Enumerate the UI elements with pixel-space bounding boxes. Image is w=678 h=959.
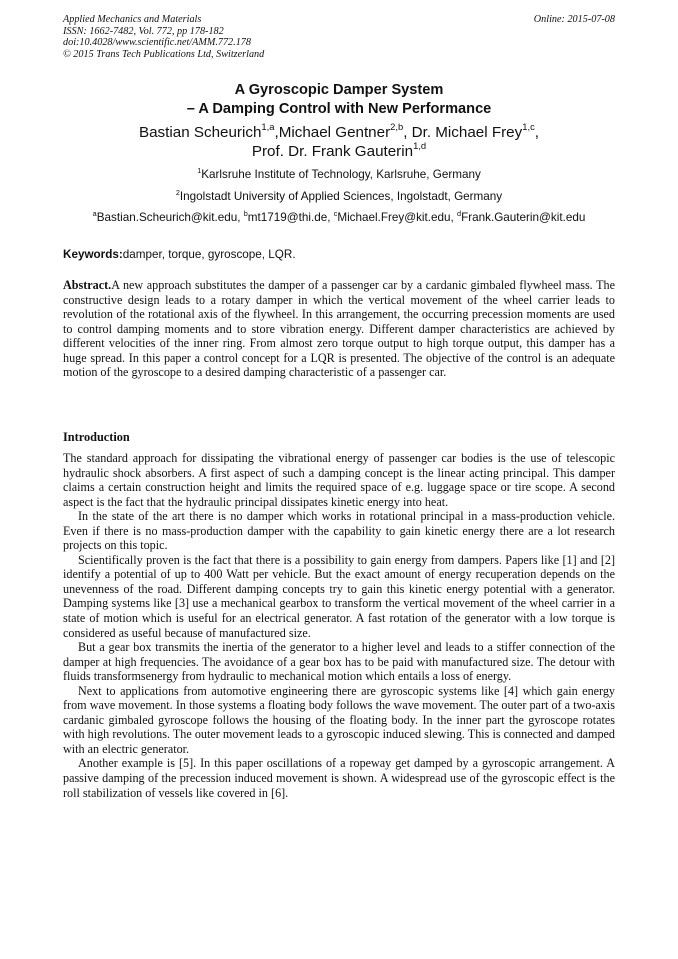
keywords-label: Keywords: <box>63 248 123 261</box>
introduction-body <box>63 451 615 800</box>
affiliation-1 <box>63 165 615 182</box>
online-date: Online: 2015-07-08 <box>533 14 615 25</box>
paragraph: In the state of the art there is no damper which works in rotational principal in a mass-production vehicle. Even if there is no mass-production damper with the capability to gain kinetic energy there are a lot research projects on this topic. <box>63 509 615 553</box>
affiliation-text: Ingolstadt University of Applied Sciences, Ingolstadt, Germany <box>179 190 503 203</box>
journal-name: Applied Mechanics and Materials <box>63 14 202 25</box>
journal-header <box>63 14 615 60</box>
keywords <box>63 248 615 262</box>
email-mark: d <box>457 208 462 218</box>
affiliation-text: Karlsruhe Institute of Technology, Karlsruhe, Germany <box>201 168 481 181</box>
author-line-1 <box>63 123 615 142</box>
email-mark: c <box>333 208 338 218</box>
author-separator: , <box>534 124 540 141</box>
journal-copyright: © 2015 Trans Tech Publications Ltd, Switzerland <box>63 48 265 60</box>
email-text: Bastian.Scheurich@kit.edu, <box>96 211 244 224</box>
author-emails <box>63 208 615 225</box>
email-text: Frank.Gauterin@kit.edu <box>461 211 586 224</box>
author-name: Bastian Scheurich <box>138 124 262 141</box>
paper-title <box>63 81 615 119</box>
author-affiliation-mark: 2,b <box>390 121 404 133</box>
affiliation-2 <box>63 187 615 204</box>
author-affiliation-mark: 1,a <box>261 121 275 133</box>
affiliation-mark: 2 <box>175 187 180 197</box>
email-text: mt1719@thi.de, <box>247 211 334 224</box>
author-name: , Dr. Michael Frey <box>403 124 523 141</box>
email-mark: b <box>243 208 248 218</box>
paragraph: But a gear box transmits the inertia of the generator to a higher level and leads to a stiffer connection of the damper at high frequencies. The avoidance of a gear box has to be paid with manufactured size. The detour with fluids transformsenergy from hydraulic to mechanical motion which entails a loss of energy. <box>63 640 615 684</box>
abstract-text: A new approach substitutes the damper of a passenger car by a cardanic gimbaled flywheel mass. The constructive design leads to a rotary damper in which the vertical movement of the wheel carrier leads to revolution of the rotational axis of the flywheel. In this arrangement, the occurring precession moments are used to control damping moments and to store vibration energy. Different damper characteristics are achieved by different velocities of the inner ring. From almost zero torque output to high torque output, this damper has a huge spread. In this paper a control concept for a LQR is presented. The objective of the control is an adequate motion of the gyroscope to a desired damping characteristic of a passenger car. <box>63 278 615 380</box>
author-name: Prof. Dr. Frank Gauterin <box>251 143 414 160</box>
email-text: Michael.Frey@kit.edu, <box>337 211 458 224</box>
author-name: ,Michael Gentner <box>274 124 391 141</box>
section-heading-introduction: Introduction <box>63 430 130 444</box>
abstract <box>63 278 615 380</box>
keywords-text: damper, torque, gyroscope, LQR. <box>122 248 296 261</box>
paragraph: Scientifically proven is the fact that there is a possibility to gain energy from dampers. Papers like [1] and [2] identify a potential of up to 400 Watt per vehicle. But the exact amount of energy recuperation depends on the unevenness of the road. Different damping concepts try to gain this kinetic energy potential with a generator. Damping systems like [3] use a mechanical gearbox to transform the vertical movement of the wheel carrier in a state of motion which is useful for an electrical generator. A fast rotation of the generator with a low torque is considered as useful because of manufactured size. <box>63 552 615 640</box>
author-list <box>63 123 615 161</box>
paragraph: Next to applications from automotive engineering there are gyroscopic systems like [4] which gain energy from wave movement. In those systems a floating body follows the wave movement. The outer part of a two-axis cardanic gimbaled gyroscope follows the housing of the floating body. In the inner part the gyroscope rotates with high revolutions. The outer movement leads to a gyroscopic induced slewing. This is connected and damped with an electric generator. <box>63 683 615 756</box>
paragraph: The standard approach for dissipating the vibrational energy of passenger car bodies is the use of telescopic hydraulic shock absorbers. A first aspect of such a damping concept is the linear acting principal. This damper claims a certain construction height and limits the required space of e.g. luggage space or tire scope. A second aspect is the fact that the hydraulic principal dissipates kinetic energy into heat. <box>63 451 615 509</box>
author-affiliation-mark: 1,c <box>522 121 535 133</box>
affiliation-mark: 1 <box>197 165 202 175</box>
title-line-2: – A Damping Control with New Performance <box>186 101 492 117</box>
author-line-2 <box>63 142 615 161</box>
title-line-1: A Gyroscopic Damper System <box>234 82 444 98</box>
paragraph: Another example is [5]. In this paper oscillations of a ropeway get damped by a gyroscopic arrangement. A passive damping of the precession induced movement is shown. A widespread use of the gyroscopic effect is the roll stabilization of vessels like covered in [6]. <box>63 756 615 800</box>
journal-issn: ISSN: 1662-7482, Vol. 772, pp 178-182 <box>63 25 224 37</box>
author-affiliation-mark: 1,d <box>413 140 427 152</box>
email-mark: a <box>92 208 97 218</box>
journal-doi: doi:10.4028/www.scientific.net/AMM.772.178 <box>63 37 251 49</box>
abstract-label: Abstract. <box>63 278 112 292</box>
